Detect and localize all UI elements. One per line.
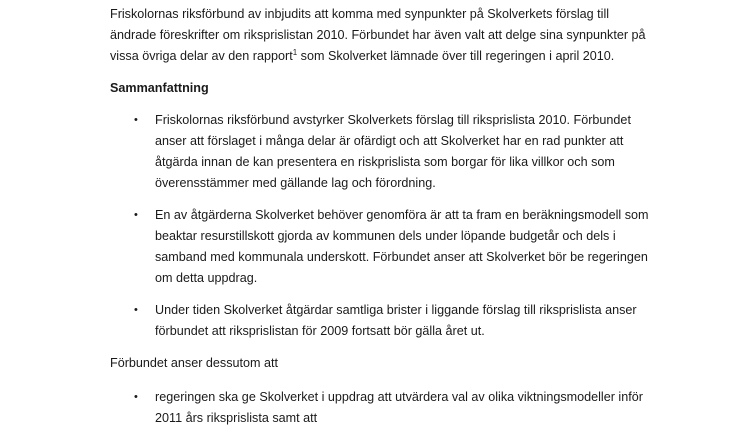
bullet-icon: • [134, 209, 138, 221]
list-item [110, 205, 690, 289]
summary-heading: Sammanfattning [110, 81, 209, 95]
bullet-line: 2011 års riksprislista samt att [155, 411, 318, 425]
document-page [110, 4, 690, 440]
intro-paragraph [110, 4, 690, 67]
additional-lead: Förbundet anser dessutom att [110, 356, 279, 370]
bullet-line: beaktar resurstillskott gjorda av kommunen dels under löpande budgetår och dels i [155, 229, 616, 243]
bullet-line: förbundet att riksprislistan för 2009 fortsatt bör gälla året ut. [155, 324, 485, 338]
intro-line: ändrade föreskrifter om riksprislistan 2010. Förbundet har även valt att delge sina synpunkter på [110, 28, 646, 42]
bullet-line: regeringen ska ge Skolverket i uppdrag att utvärdera val av olika viktningsmodeller inför [155, 390, 643, 404]
list-item [110, 110, 690, 194]
list-item [110, 387, 690, 429]
bullet-line: överensstämmer med gällande lag och förordning. [155, 176, 436, 190]
bullet-line: om detta uppdrag. [155, 271, 258, 285]
footnote-marker[interactable]: 1 [292, 48, 298, 57]
bullet-icon: • [134, 114, 138, 126]
additional-bullet-list [110, 387, 690, 429]
summary-bullet-list [110, 110, 690, 342]
list-item [110, 300, 690, 342]
intro-line: Friskolornas riksförbund av inbjudits att komma med synpunkter på Skolverkets förslag till [110, 7, 610, 21]
bullet-line: Friskolornas riksförbund avstyrker Skolverkets förslag till riksprislista 2010. Förbundet [155, 113, 631, 127]
bullet-line: En av åtgärderna Skolverket behöver genomföra är att ta fram en beräkningsmodell som [155, 208, 649, 222]
bullet-line: samband med kommunala underskott. Förbundet anser att Skolverket bör be regeringen [155, 250, 648, 264]
bullet-icon: • [134, 391, 138, 403]
intro-line: vissa övriga delar av den rapport [110, 49, 293, 63]
intro-line: som Skolverket lämnade över till regeringen i april 2010. [297, 49, 615, 63]
bullet-line: anser att förslaget i många delar är ofärdigt och att Skolverket har en rad punkter att [155, 134, 624, 148]
bullet-icon: • [134, 304, 138, 316]
bullet-line: åtgärda innan de kan presentera en riskprislista som borgar för lika villkor och som [155, 155, 615, 169]
bullet-line: Under tiden Skolverket åtgärdar samtliga brister i liggande förslag till riksprislista anser [155, 303, 637, 317]
